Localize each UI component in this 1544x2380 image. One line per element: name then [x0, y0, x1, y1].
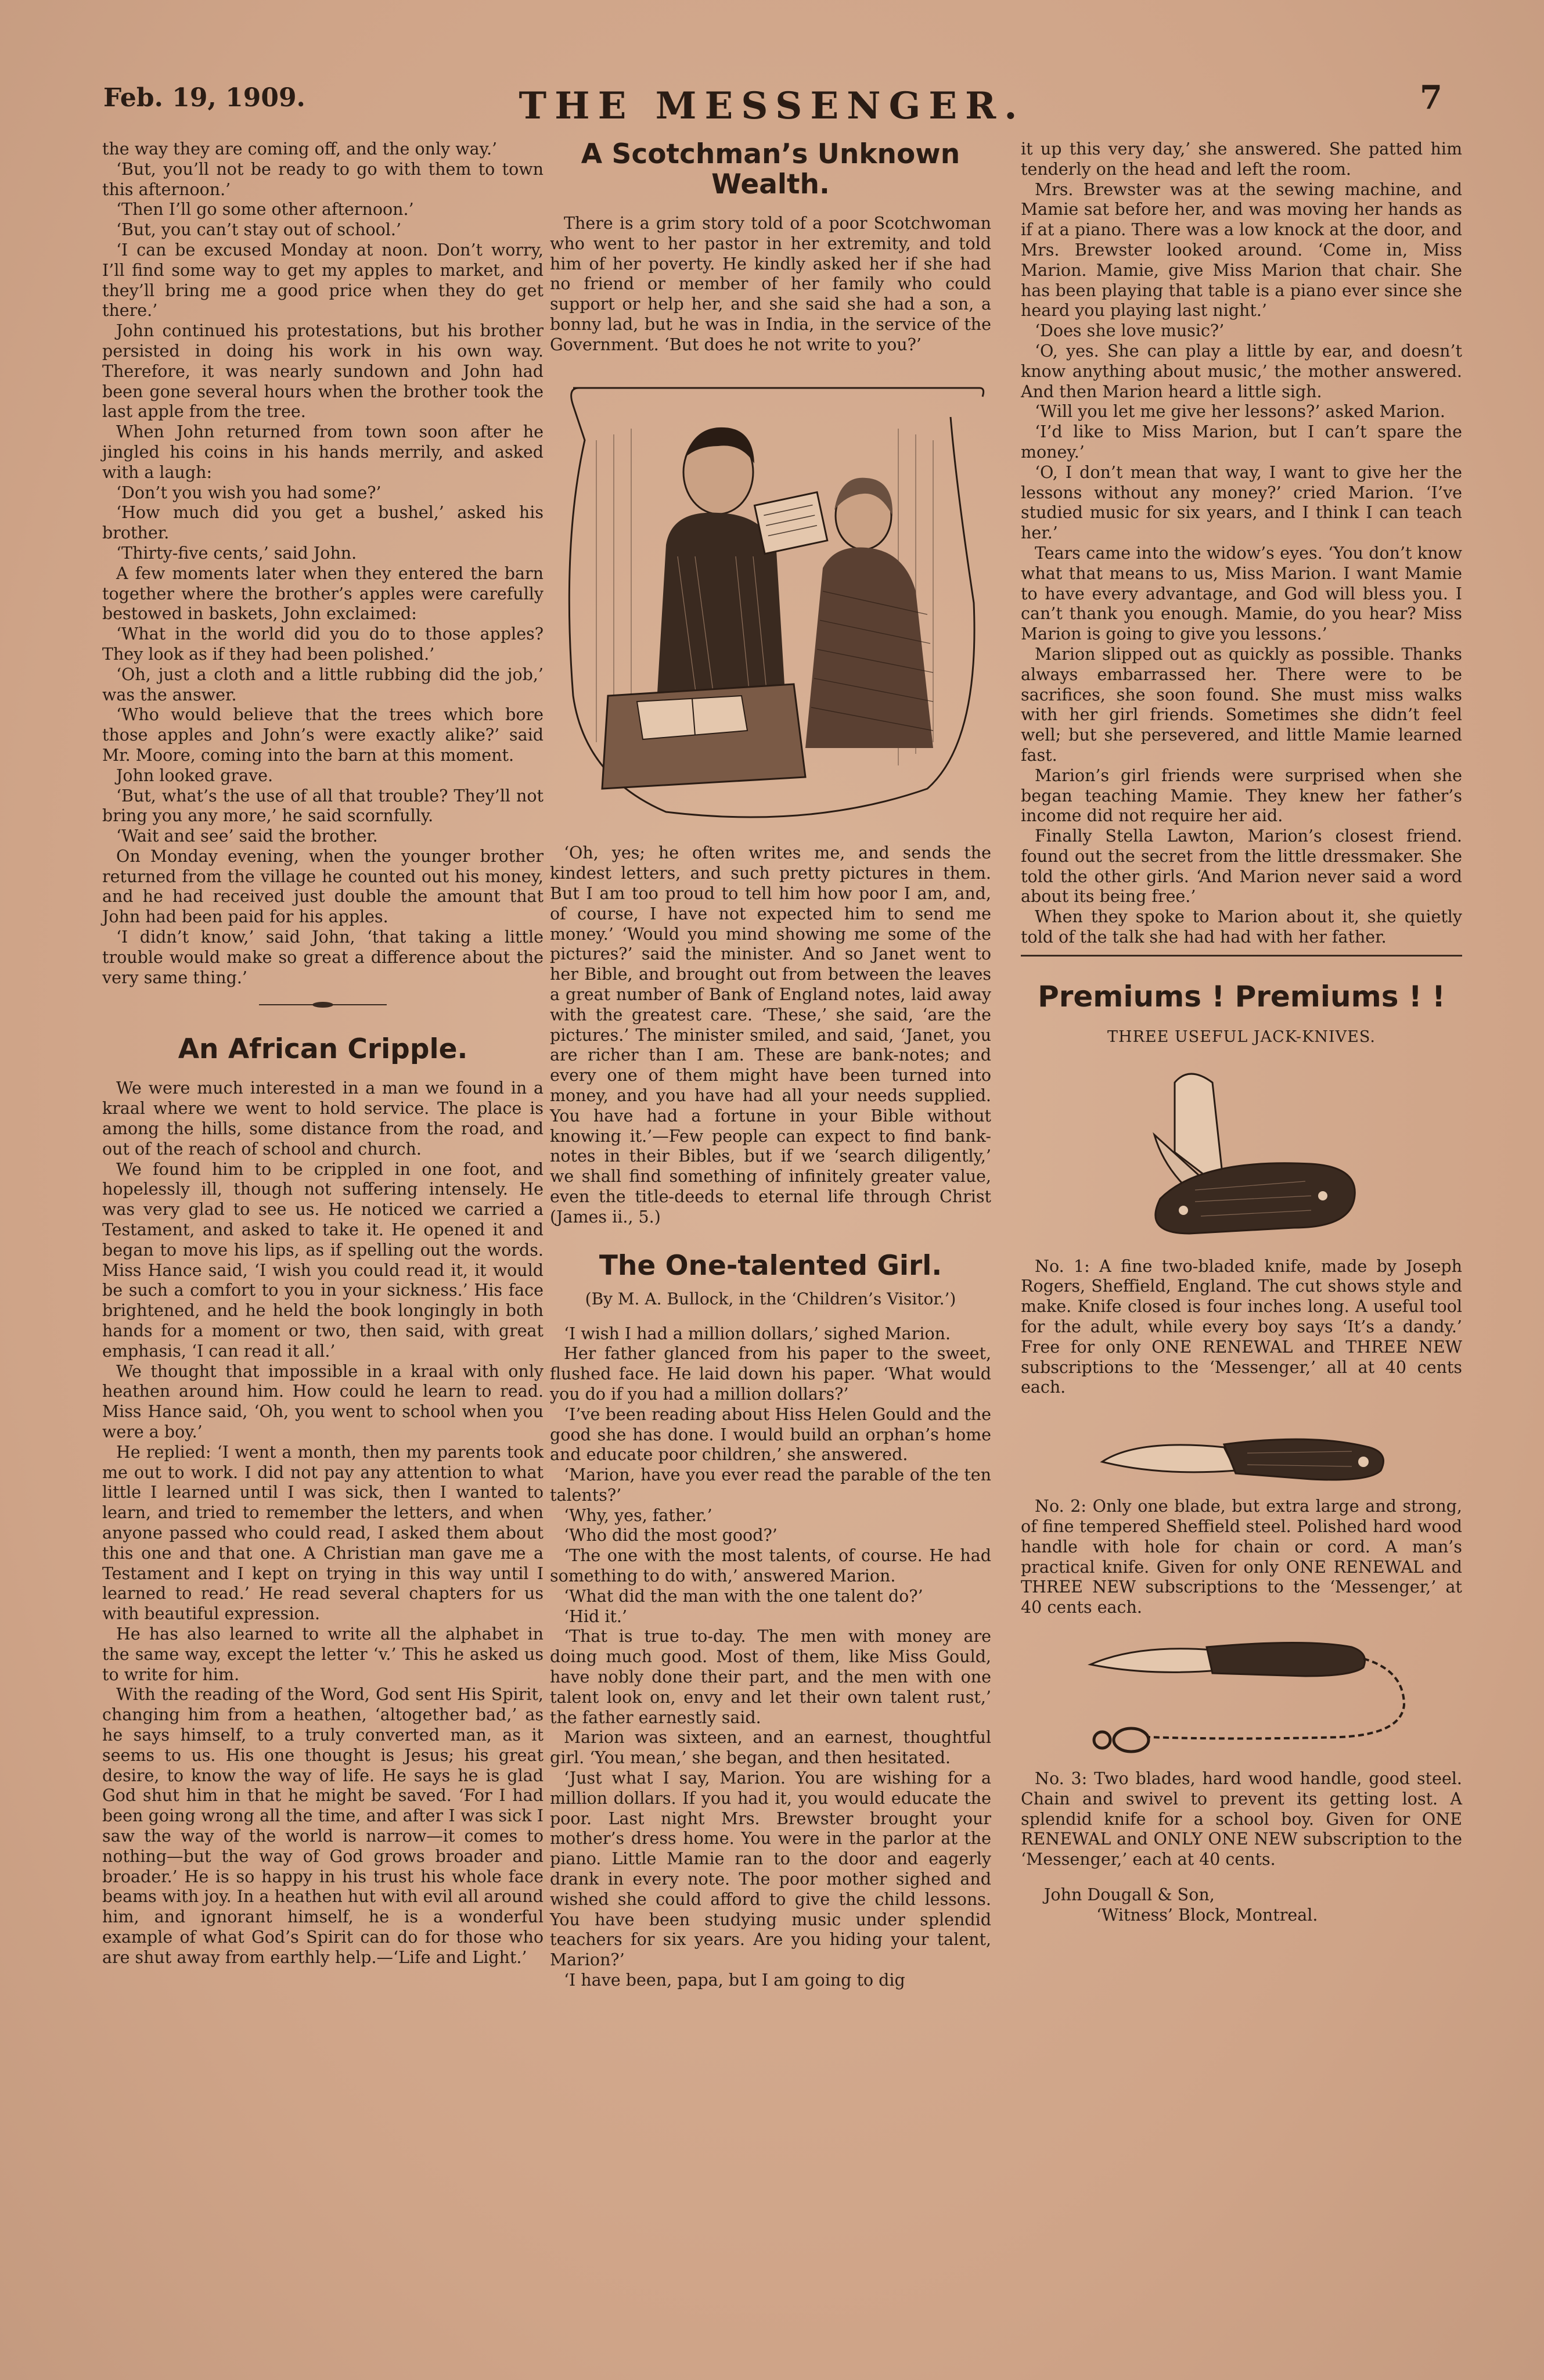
scotchman-intro: There is a grim story told of a poor Scotchwoman who went to her pastor in her extremity, and told him of her poverty. He kindly asked her if she had no friend or member of her family who could support or help her, and she said she had a son, a bonny lad, but he was in India, in the service of the Government. ‘But does he not write to you?’ — [550, 214, 991, 354]
one-talented-girl-paragraph: ‘Will you let me give her lessons?’ asked Marion. — [1035, 402, 1445, 422]
one-talented-girl-paragraph: ‘O, I don’t mean that way, I want to give her the lessons without any money?’ cried Marion. ‘I’ve studied music for six years, and I think I can teach her.’ — [1021, 462, 1462, 543]
african-cripple-paragraph: We thought that impossible in a kraal with only heathen around him. How could he learn to read. Miss Hance said, ‘Oh, you went to school when you were a boy.’ — [102, 1361, 544, 1442]
story-paragraph: ‘But, you’ll not be ready to go with them to town this afternoon.’ — [102, 159, 544, 199]
one-talented-girl-paragraph: ‘O, yes. She can play a little by ear, and doesn’t know anything about music,’ the mother answered. And then Marion heard a little sigh. — [1021, 341, 1462, 401]
publisher-address: ‘Witness’ Block, Montreal. — [1096, 1905, 1318, 1925]
one-talented-girl-paragraph: ‘I have been, papa, but I am going to dig — [564, 1971, 905, 1990]
one-talented-girl-paragraph: Mrs. Brewster was at the sewing machine, and Mamie sat before her, and was moving her hands as if at a piano. There was a low knock at the door, and Mrs. Brewster looked around. ‘Come in, Miss Marion. Mamie, give Miss Marion that chair. She has been playing that table is a piano ever since she heard you playing last night.’ — [1021, 179, 1462, 321]
masthead — [0, 78, 1544, 131]
single-blade-knife-icon — [1090, 1415, 1392, 1497]
premiums-heading: Premiums ! Premiums ! ! — [1038, 979, 1445, 1013]
one-talented-girl-paragraph: ‘What did the man with the one talent do?’ — [564, 1586, 923, 1606]
story-paragraph: ‘Thirty-five cents,’ said John. — [116, 543, 357, 563]
column-middle — [550, 139, 991, 1991]
one-talented-girl-paragraph: ‘I’d like to Miss Marion, but I can’t spare the money.’ — [1021, 422, 1462, 462]
newspaper-title: THE MESSENGER. — [519, 84, 1025, 128]
scotchman-heading: A Scotchman’s Unknown Wealth. — [581, 138, 960, 200]
knife-1-description: No. 1: A fine two-bladed knife, made by Joseph Rogers, Sheffield, England. The cut shows style and make. Knife closed is four inches long. A useful tool for the adult, while every boy says ‘It’s a dandy.’ Free for only ONE RENEWAL and THREE NEW subscriptions to the ‘Messenger,’ all at 40 cents each. — [1021, 1256, 1462, 1397]
african-cripple-paragraph: We were much interested in a man we found in a kraal where we went to hold service. The place is among the hills, some distance from the road, and out of the reach of school and church. — [102, 1078, 544, 1159]
one-talented-girl-article — [550, 1324, 991, 1991]
story-paragraph: ‘Don’t you wish you had some?’ — [116, 483, 381, 502]
scotchman-conclusion: ‘Oh, yes; he often writes me, and sends the kindest letters, and such pretty pictures in them. But I am too proud to tell him how poor I am, and, of course, I have not expected him to send me money.’ ‘Would you mind showing me some of the pictures?’ said the minister. And so Janet went to her Bible, and brought out from between the leaves a great number of Bank of England notes, laid away with the greatest care. ‘These,’ she said, ‘are the pictures.’ The minister smiled, and said, ‘Janet, you are richer than I am. These are bank-notes; and every one of them might have been turned into money, and you have had all your needs supplied. You have had a fortune in your Bible without knowing it.’—Few people can expect to find bank-notes in their Bibles, but if we ‘search diligently,’ we shall find something of infinitely greater value, even the title-deeds to eternal life through Christ (James ii., 5.) — [550, 843, 991, 1227]
section-rule — [1021, 955, 1462, 957]
african-cripple-article — [102, 1078, 544, 1968]
story-paragraph: John continued his protestations, but his brother persisted in doing his work in his own way. Therefore, it was nearly sundown and John had been gone several hours when the brother took the last apple from the tree. — [102, 321, 544, 422]
column-right — [1021, 139, 1462, 1926]
african-cripple-paragraph: He replied: ‘I went a month, then my parents took me out to work. I did not pay any attention to what little I learned until I was sick, then I wanted to learn, and tried to remember the letters, and when anyone passed who could read, I asked them about this one and that one. A Christian man gave me a Testament and I kept on trying in this way until I learned to read.’ He read several chapters for us with beautiful expression. — [102, 1442, 544, 1624]
column-left — [102, 139, 544, 1968]
one-talented-girl-paragraph: ‘Marion, have you ever read the parable of the ten talents?’ — [550, 1465, 991, 1505]
story-paragraph: ‘Oh, just a cloth and a little rubbing did the job,’ was the answer. — [102, 664, 544, 704]
one-talented-girl-paragraph: Tears came into the widow’s eyes. ‘You don’t know what that means to us, Miss Marion. I want Mamie to have every advantage, and God will bless you. I can’t thank you enough. Mamie, do you hear? Miss Marion is going to give you lessons.’ — [1021, 543, 1462, 644]
one-talented-girl-paragraph: ‘That is true to-day. The men with money are doing much good. Most of them, like Miss Gould, have nobly done their part, and the men with one talent look on, envy and let their own talent rust,’ the father earnestly said. — [550, 1627, 991, 1727]
section-divider-ornament-2 — [550, 1239, 991, 1245]
one-talented-girl-paragraph: ‘The one with the most talents, of course. He had something to do with,’ answered Marion. — [550, 1546, 991, 1586]
knife-2-description: No. 2: Only one blade, but extra large and strong, of fine tempered Sheffield steel. Polished hard wood handle with hole for chain or cord. A man’s practical knife. Given for only ONE RENEWAL and THREE NEW subscriptions to the ‘Messenger,’ at 40 cents each. — [1021, 1497, 1462, 1617]
story-paragraph: the way they are coming off, and the only way.’ — [102, 139, 498, 159]
two-blade-knife-icon — [1120, 1065, 1363, 1257]
story-paragraph: A few moments later when they entered the barn together where the brother’s apples were carefully bestowed in baskets, John exclaimed: — [102, 563, 544, 624]
african-cripple-paragraph: With the reading of the Word, God sent His Spirit, changing him from a heathen, ‘altogether bad,’ as he says himself, to a truly converted man, as it seems to us. His one thought is Jesus; his great desire, to know the way of life. He says he is glad God shut him in that he might be saved. ‘For I had been going wrong all the time, and after I was sick I saw the way of the world is narrow—it comes to nothing—but the way of God grows broader and broader.’ He is so happy in his trust his whole face beams with joy. In a heathen hut with evil all around him, and ignorant himself, he is a wonderful example of what God’s Spirit can do for those who are shut away from earthly help.—‘Life and Light.’ — [102, 1685, 544, 1967]
section-divider-ornament — [102, 996, 544, 1013]
one-talented-girl-byline: (By M. A. Bullock, in the ‘Children’s Visitor.’) — [585, 1289, 956, 1308]
one-talented-girl-paragraph: Marion slipped out as quickly as possible. Thanks always embarrassed her. There were to be sacrifices, she soon found. She must miss walks with her girl friends. Sometimes she didn’t feel well; but she persevered, and little Mamie learned fast. — [1021, 644, 1462, 765]
african-cripple-paragraph: He has also learned to write all the alphabet in the same way, except the letter ‘v.’ This he asked us to write for him. — [102, 1624, 544, 1684]
publisher-name: John Dougall & Son, — [1044, 1885, 1215, 1905]
story-paragraph: ‘Who would believe that the trees which bore those apples and John’s were exactly alike?’ said Mr. Moore, coming into the barn at this moment. — [102, 705, 544, 765]
one-talented-girl-paragraph: ‘Does she love music?’ — [1035, 321, 1225, 341]
one-talented-girl-paragraph: it up this very day,’ she answered. She patted him tenderly on the head and left the room. — [1021, 139, 1462, 179]
story-paragraph: ‘Then I’ll go some other afternoon.’ — [116, 200, 414, 220]
one-talented-girl-continuation — [1021, 139, 1462, 948]
one-talented-girl-paragraph: When they spoke to Marion about it, she quietly told of the talk she had had with her father. — [1021, 907, 1462, 947]
story-paragraph: ‘I can be excused Monday at noon. Don’t worry, I’ll find some way to get my apples to market, and they’ll bring me a good price when they do get there.’ — [102, 240, 544, 321]
story-paragraph: ‘How much did you get a bushel,’ asked his brother. — [102, 503, 544, 543]
african-cripple-paragraph: We found him to be crippled in one foot, and hopelessly ill, though not suffering intensely. He was very glad to see us. He noticed we carried a Testament, and asked to take it. He opened it and began to move his lips, as if spelling out the words. Miss Hance said, ‘I wish you could read it, it would be such a comfort to you in your sickness.’ His face brightened, and he held the book longingly in both hands for a moment or two, then said, with great emphasis, ‘I can read it all.’ — [102, 1159, 544, 1361]
story-paragraph: John looked grave. — [116, 765, 273, 785]
story-paragraph: On Monday evening, when the younger brother returned from the village he counted out his money, and he had received just double the amount that John had been paid for his apples. — [102, 846, 544, 927]
one-talented-girl-paragraph: ‘Hid it.’ — [564, 1606, 628, 1626]
story-paragraph: ‘I didn’t know,’ said John, ‘that taking a little trouble would make so great a difference about the very same thing.’ — [102, 927, 544, 987]
one-talented-girl-paragraph: ‘Who did the most good?’ — [564, 1526, 778, 1545]
one-talented-girl-paragraph: Finally Stella Lawton, Marion’s closest friend. found out the secret from the little dressmaker. She told the other girls. ‘And Marion never said a word about its being free.’ — [1021, 826, 1462, 907]
page-number: 7 — [1420, 78, 1442, 117]
story-paragraph: ‘What in the world did you do to those apples? They look as if they had been polished.’ — [102, 624, 544, 664]
one-talented-girl-paragraph: Her father glanced from his paper to the sweet, flushed face. He laid down his paper. ‘What would you do if you had a million dollars?’ — [550, 1344, 991, 1404]
one-talented-girl-paragraph: ‘I wish I had a million dollars,’ sighed Marion. — [564, 1324, 951, 1343]
story-paragraph: ‘But, what’s the use of all that trouble? They’ll not bring you any more,’ he said scornfully. — [102, 786, 544, 826]
scotchman-illustration — [550, 371, 991, 824]
chained-knife-icon — [1061, 1635, 1421, 1769]
one-talented-girl-heading: The One-talented Girl. — [599, 1249, 942, 1282]
story-paragraph: When John returned from town soon after he jingled his coins in his hands merrily, and asked with a laugh: — [102, 422, 544, 482]
one-talented-girl-paragraph: ‘Why, yes, father.’ — [564, 1505, 712, 1525]
issue-date: Feb. 19, 1909. — [103, 83, 305, 113]
premiums-subheading: THREE USEFUL JACK-KNIVES. — [1107, 1027, 1376, 1046]
story-paragraph: ‘But, you can’t stay out of school.’ — [116, 220, 401, 240]
one-talented-girl-paragraph: ‘I’ve been reading about Hiss Helen Gould and the good she has done. I would build an orphan’s home and educate poor children,’ she answered. — [550, 1404, 991, 1465]
african-cripple-heading: An African Cripple. — [178, 1033, 468, 1066]
story-paragraph: ‘Wait and see’ said the brother. — [116, 826, 378, 846]
story-continuation — [102, 139, 544, 988]
one-talented-girl-paragraph: ‘Just what I say, Marion. You are wishing for a million dollars. If you had it, you would educate the poor. Last night Mrs. Brewster brought your mother’s dress home. You were in the parlor at the piano. Little Mamie ran to the door and eagerly drank in every note. The poor mother sighed and wished she could afford to give the child lessons. You have been studying music under splendid teachers for six years. Are you hiding your talent, Marion?’ — [550, 1768, 991, 1970]
one-talented-girl-paragraph: Marion was sixteen, and an earnest, thoughtful girl. ‘You mean,’ she began, and then hesitated. — [550, 1728, 991, 1768]
one-talented-girl-paragraph: Marion’s girl friends were surprised when she began teaching Mamie. They knew her father’s income did not require her aid. — [1021, 765, 1462, 826]
knife-3-description: No. 3: Two blades, hard wood handle, good steel. Chain and swivel to prevent its getting lost. A splendid knife for a school boy. Given for ONE RENEWAL and ONLY ONE NEW subscription to the ‘Messenger,’ each at 40 cents. — [1021, 1769, 1462, 1870]
